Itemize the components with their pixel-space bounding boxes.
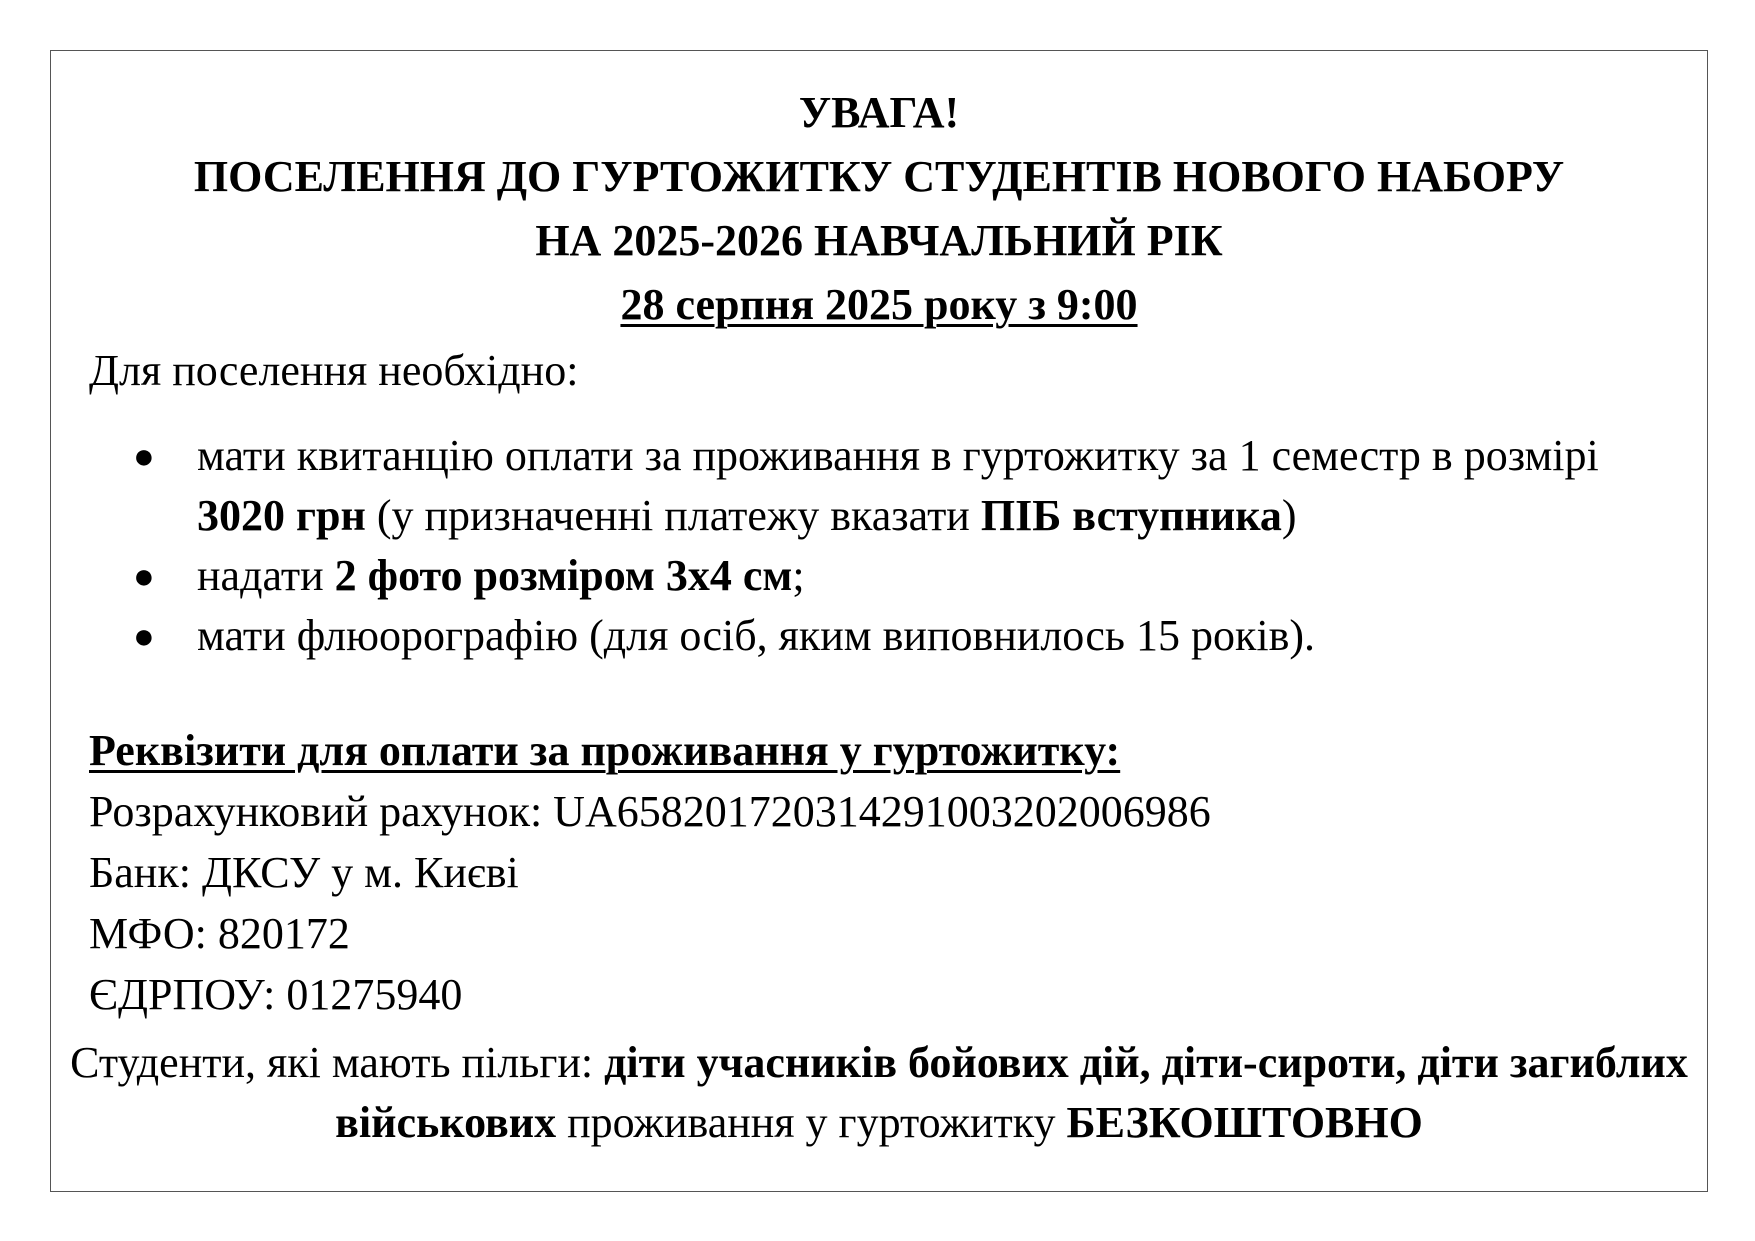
benefit-groups: діти учасників бойових дій, діти-сироти, діти загиблих військових [335, 1038, 1688, 1147]
item-text: мати квитанцію оплати за проживання в гуртожитку за 1 семестр в розмірі [197, 431, 1599, 480]
benefits-text: Студенти, які мають пільги: [70, 1038, 605, 1087]
notice-frame [50, 50, 1708, 1192]
payment-amount: 3020 грн [197, 491, 366, 540]
photo-requirement: 2 фото розміром 3х4 см [334, 551, 793, 600]
attention-heading: УВАГА! [798, 88, 960, 137]
list-item [89, 606, 1689, 666]
free-of-charge: БЕЗКОШТОВНО [1066, 1098, 1423, 1147]
account-number: Розрахунковий рахунок: UA658201720314291003202006986 [89, 787, 1211, 836]
item-text: мати флюорографію (для осіб, яким виповнилось 15 років). [197, 611, 1316, 660]
title-line-2: НА 2025-2026 НАВЧАЛЬНИЙ РІК [535, 216, 1223, 265]
requirements-intro: Для поселення необхідно: [89, 346, 579, 395]
edrpou-code: ЄДРПОУ: 01275940 [89, 970, 463, 1019]
list-item [89, 546, 1689, 606]
mfo-code: МФО: 820172 [89, 909, 350, 958]
bullet-icon: ● [133, 436, 155, 476]
notice-header [51, 81, 1707, 337]
bank-name: Банк: ДКСУ у м. Києві [89, 848, 519, 897]
requisites-block [89, 781, 1211, 1025]
requisites-title: Реквізити для оплати за проживання у гуртожитку: [89, 726, 1121, 775]
requirements-list [89, 426, 1689, 666]
bullet-icon: ● [133, 616, 155, 656]
settlement-date: 28 серпня 2025 року з 9:00 [620, 280, 1138, 329]
benefits-note [51, 1033, 1707, 1153]
bullet-icon: ● [133, 556, 155, 596]
payment-purpose: ПІБ вступника [980, 491, 1282, 540]
item-text: надати [197, 551, 335, 600]
benefits-text: проживання у гуртожитку [556, 1098, 1067, 1147]
title-line-1: ПОСЕЛЕННЯ ДО ГУРТОЖИТКУ СТУДЕНТІВ НОВОГО НАБОРУ [193, 152, 1565, 201]
item-text: (у призначенні платежу вказати [365, 491, 981, 540]
list-item [89, 426, 1689, 546]
item-text: ; [792, 551, 805, 600]
item-text: ) [1281, 491, 1297, 540]
